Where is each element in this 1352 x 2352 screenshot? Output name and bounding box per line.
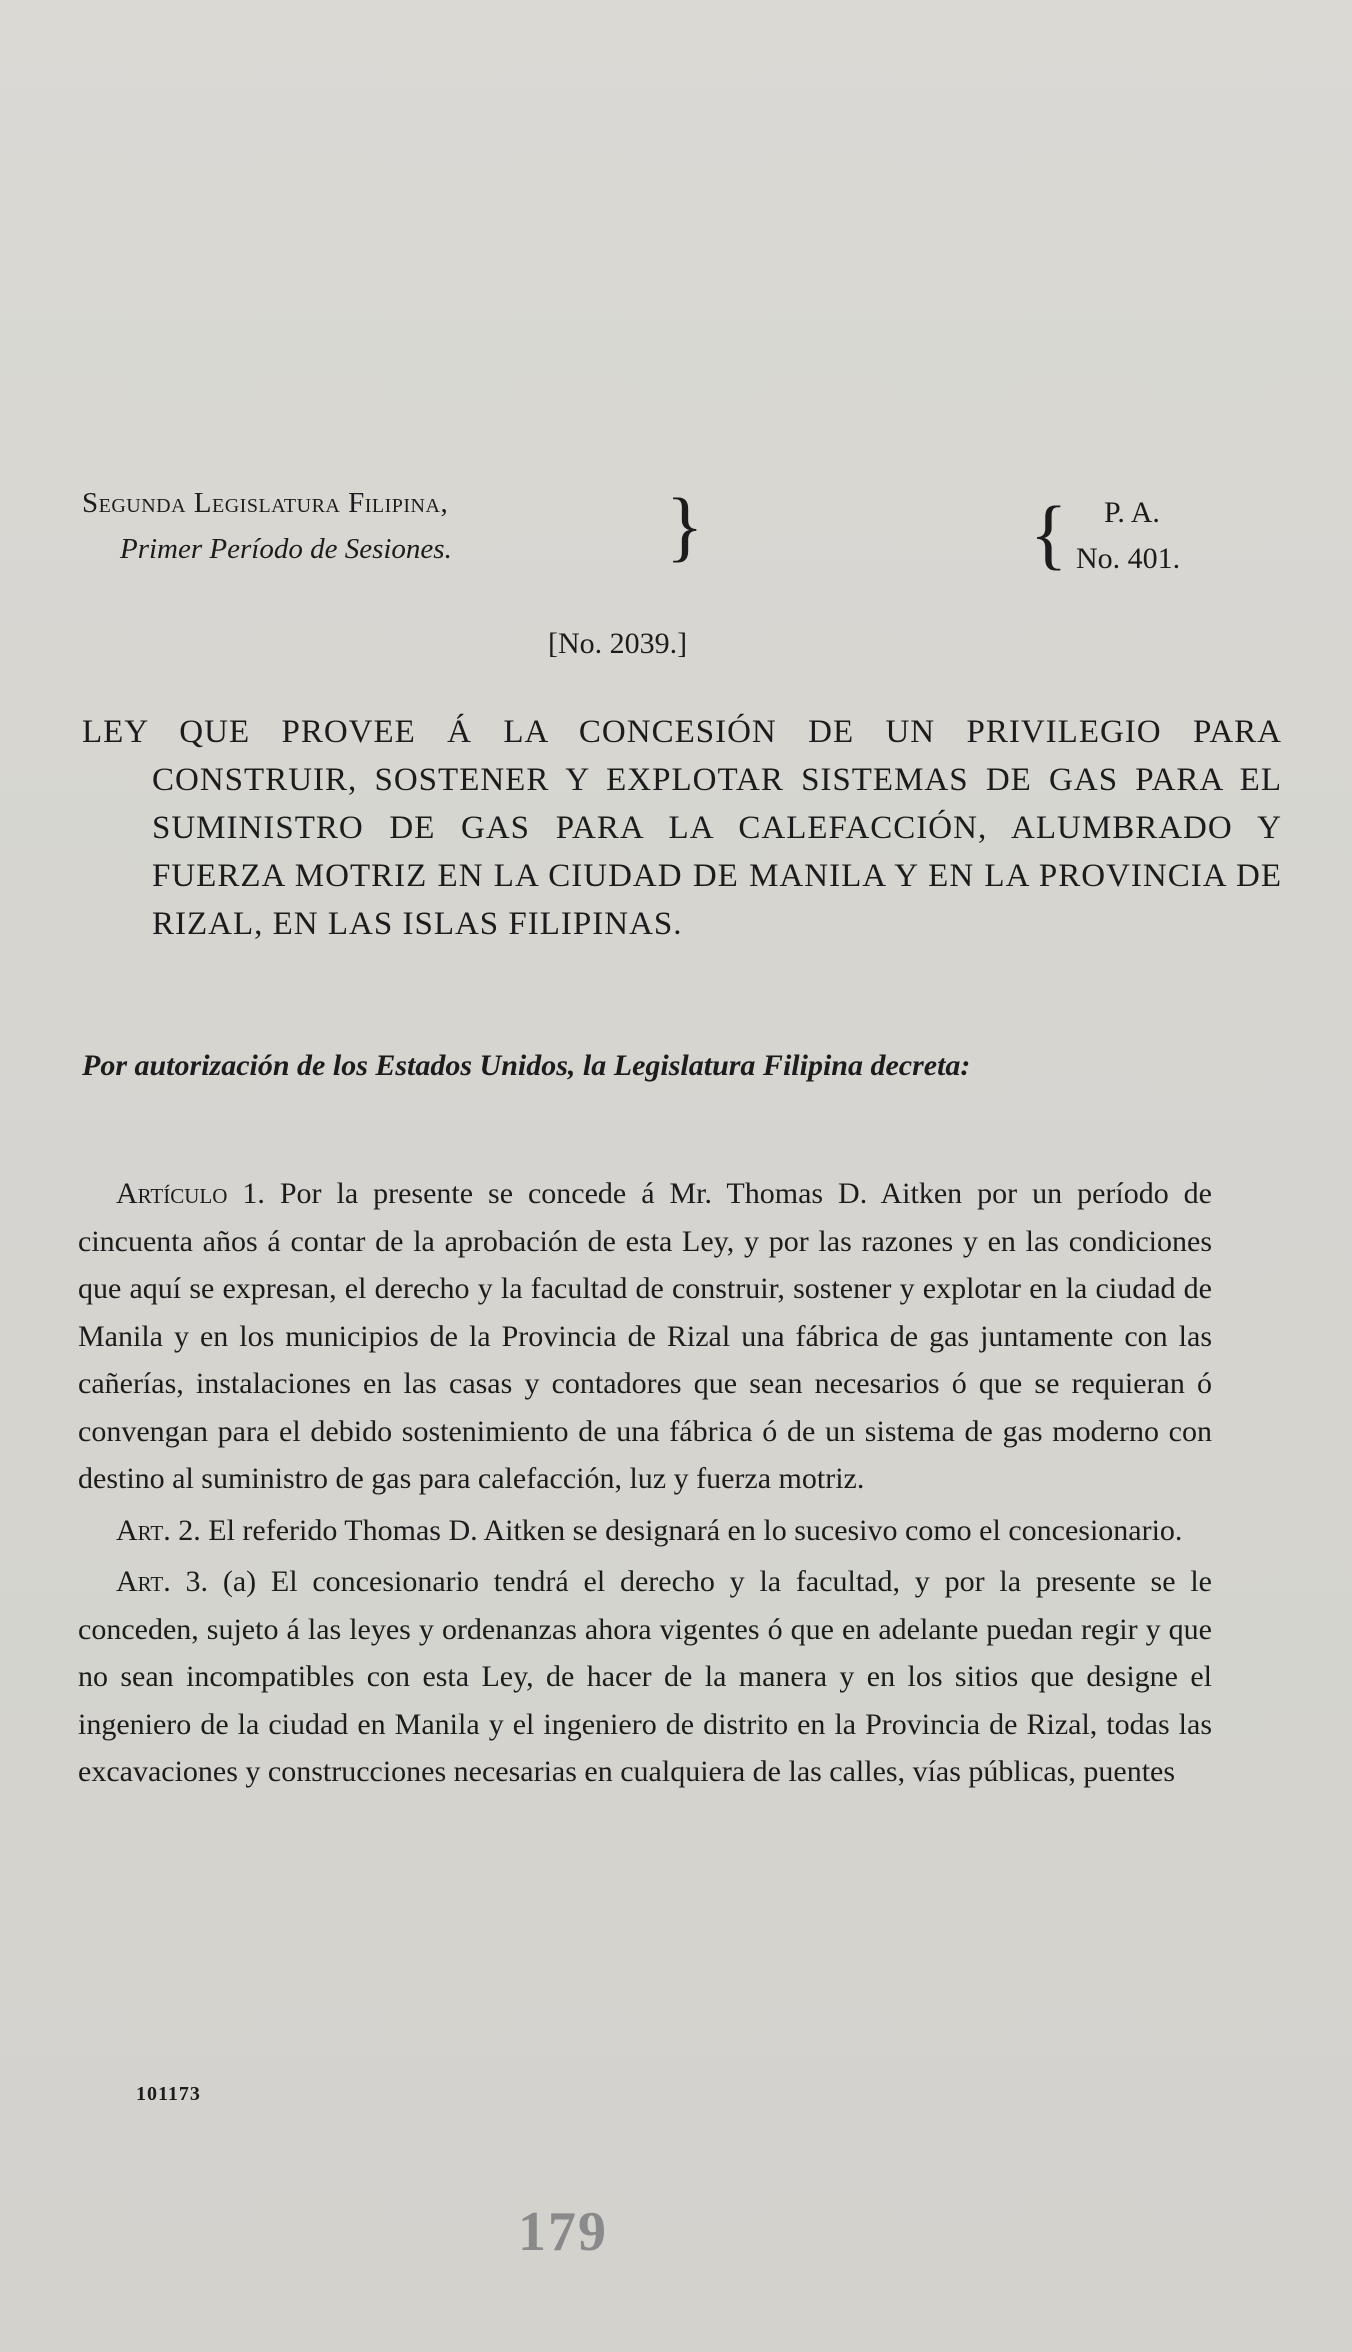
enacting-clause: Por autorización de los Estados Unidos, la Legislatura Filipina decreta: — [82, 1049, 971, 1082]
session-name: Primer Período de Sesiones. — [120, 533, 452, 565]
article-label: Art. 2. — [116, 1513, 201, 1547]
article-3 — [78, 1558, 1212, 1796]
article-2 — [78, 1507, 1212, 1555]
article-text: (a) El concesionario tendrá el derecho y la facultad, y por la presente se le conceden, sujeto á las leyes y ordenanzas ahora vigentes ó que en adelante puedan regir y que no sean incompatibles con esta Ley, de hacer de la manera y en los sitios que designe el ingeniero de la ciudad en Manila y el ingeniero de distrito en la Provincia de Rizal, todas las excavaciones y construcciones necesarias en cualquiera de las calles, vías públicas, puentes — [78, 1565, 1212, 1788]
article-1 — [78, 1170, 1212, 1503]
act-body — [78, 1170, 1212, 1800]
bill-reference-number: No. 401. — [1076, 542, 1181, 575]
print-code: 101173 — [136, 2083, 201, 2105]
legislature-header — [82, 480, 452, 572]
legislature-name: Segunda Legislatura Filipina, — [82, 487, 449, 519]
right-brace-icon: } — [666, 482, 704, 569]
act-title: LEY QUE PROVEE Á LA CONCESIÓN DE UN PRIVILEGIO PARA CONSTRUIR, SOSTENER Y EXPLOTAR SISTEMAS DE GAS PARA EL SUMINISTRO DE GAS PARA LA CALEFACCIÓN, ALUMBRADO Y FUERZA MOTRIZ EN LA CIUDAD DE MANILA Y EN LA PROVINCIA DE RIZAL, EN LAS ISLAS FILIPINAS. — [82, 714, 1282, 942]
article-label: Artículo 1. — [116, 1177, 265, 1210]
article-text: El referido Thomas D. Aitken se designará en lo sucesivo como el concesionario. — [208, 1513, 1183, 1547]
left-brace-icon: { — [1030, 490, 1068, 577]
act-number: [No. 2039.] — [548, 627, 688, 660]
article-text: Por la presente se concede á Mr. Thomas D. Aitken por un período de cincuenta años á contar de la aprobación de esta Ley, y por las razones y en las condiciones que aquí se expresan, el derecho y la facultad de construir, sostener y explotar en la ciudad de Manila y en los municipios de la Provincia de Rizal una fábrica de gas juntamente con las cañerías, instalaciones en las casas y contadores que sean necesarios ó que se requieran ó convengan para el debido sostenimiento de una fábrica ó de un sistema de gas moderno con destino al suministro de gas para calefacción, luz y fuerza motriz. — [78, 1177, 1212, 1495]
bill-type: P. A. — [1104, 496, 1160, 529]
page-number: 179 — [518, 2201, 608, 2263]
article-label: Art. 3. — [116, 1565, 209, 1598]
bill-reference — [1076, 490, 1180, 582]
